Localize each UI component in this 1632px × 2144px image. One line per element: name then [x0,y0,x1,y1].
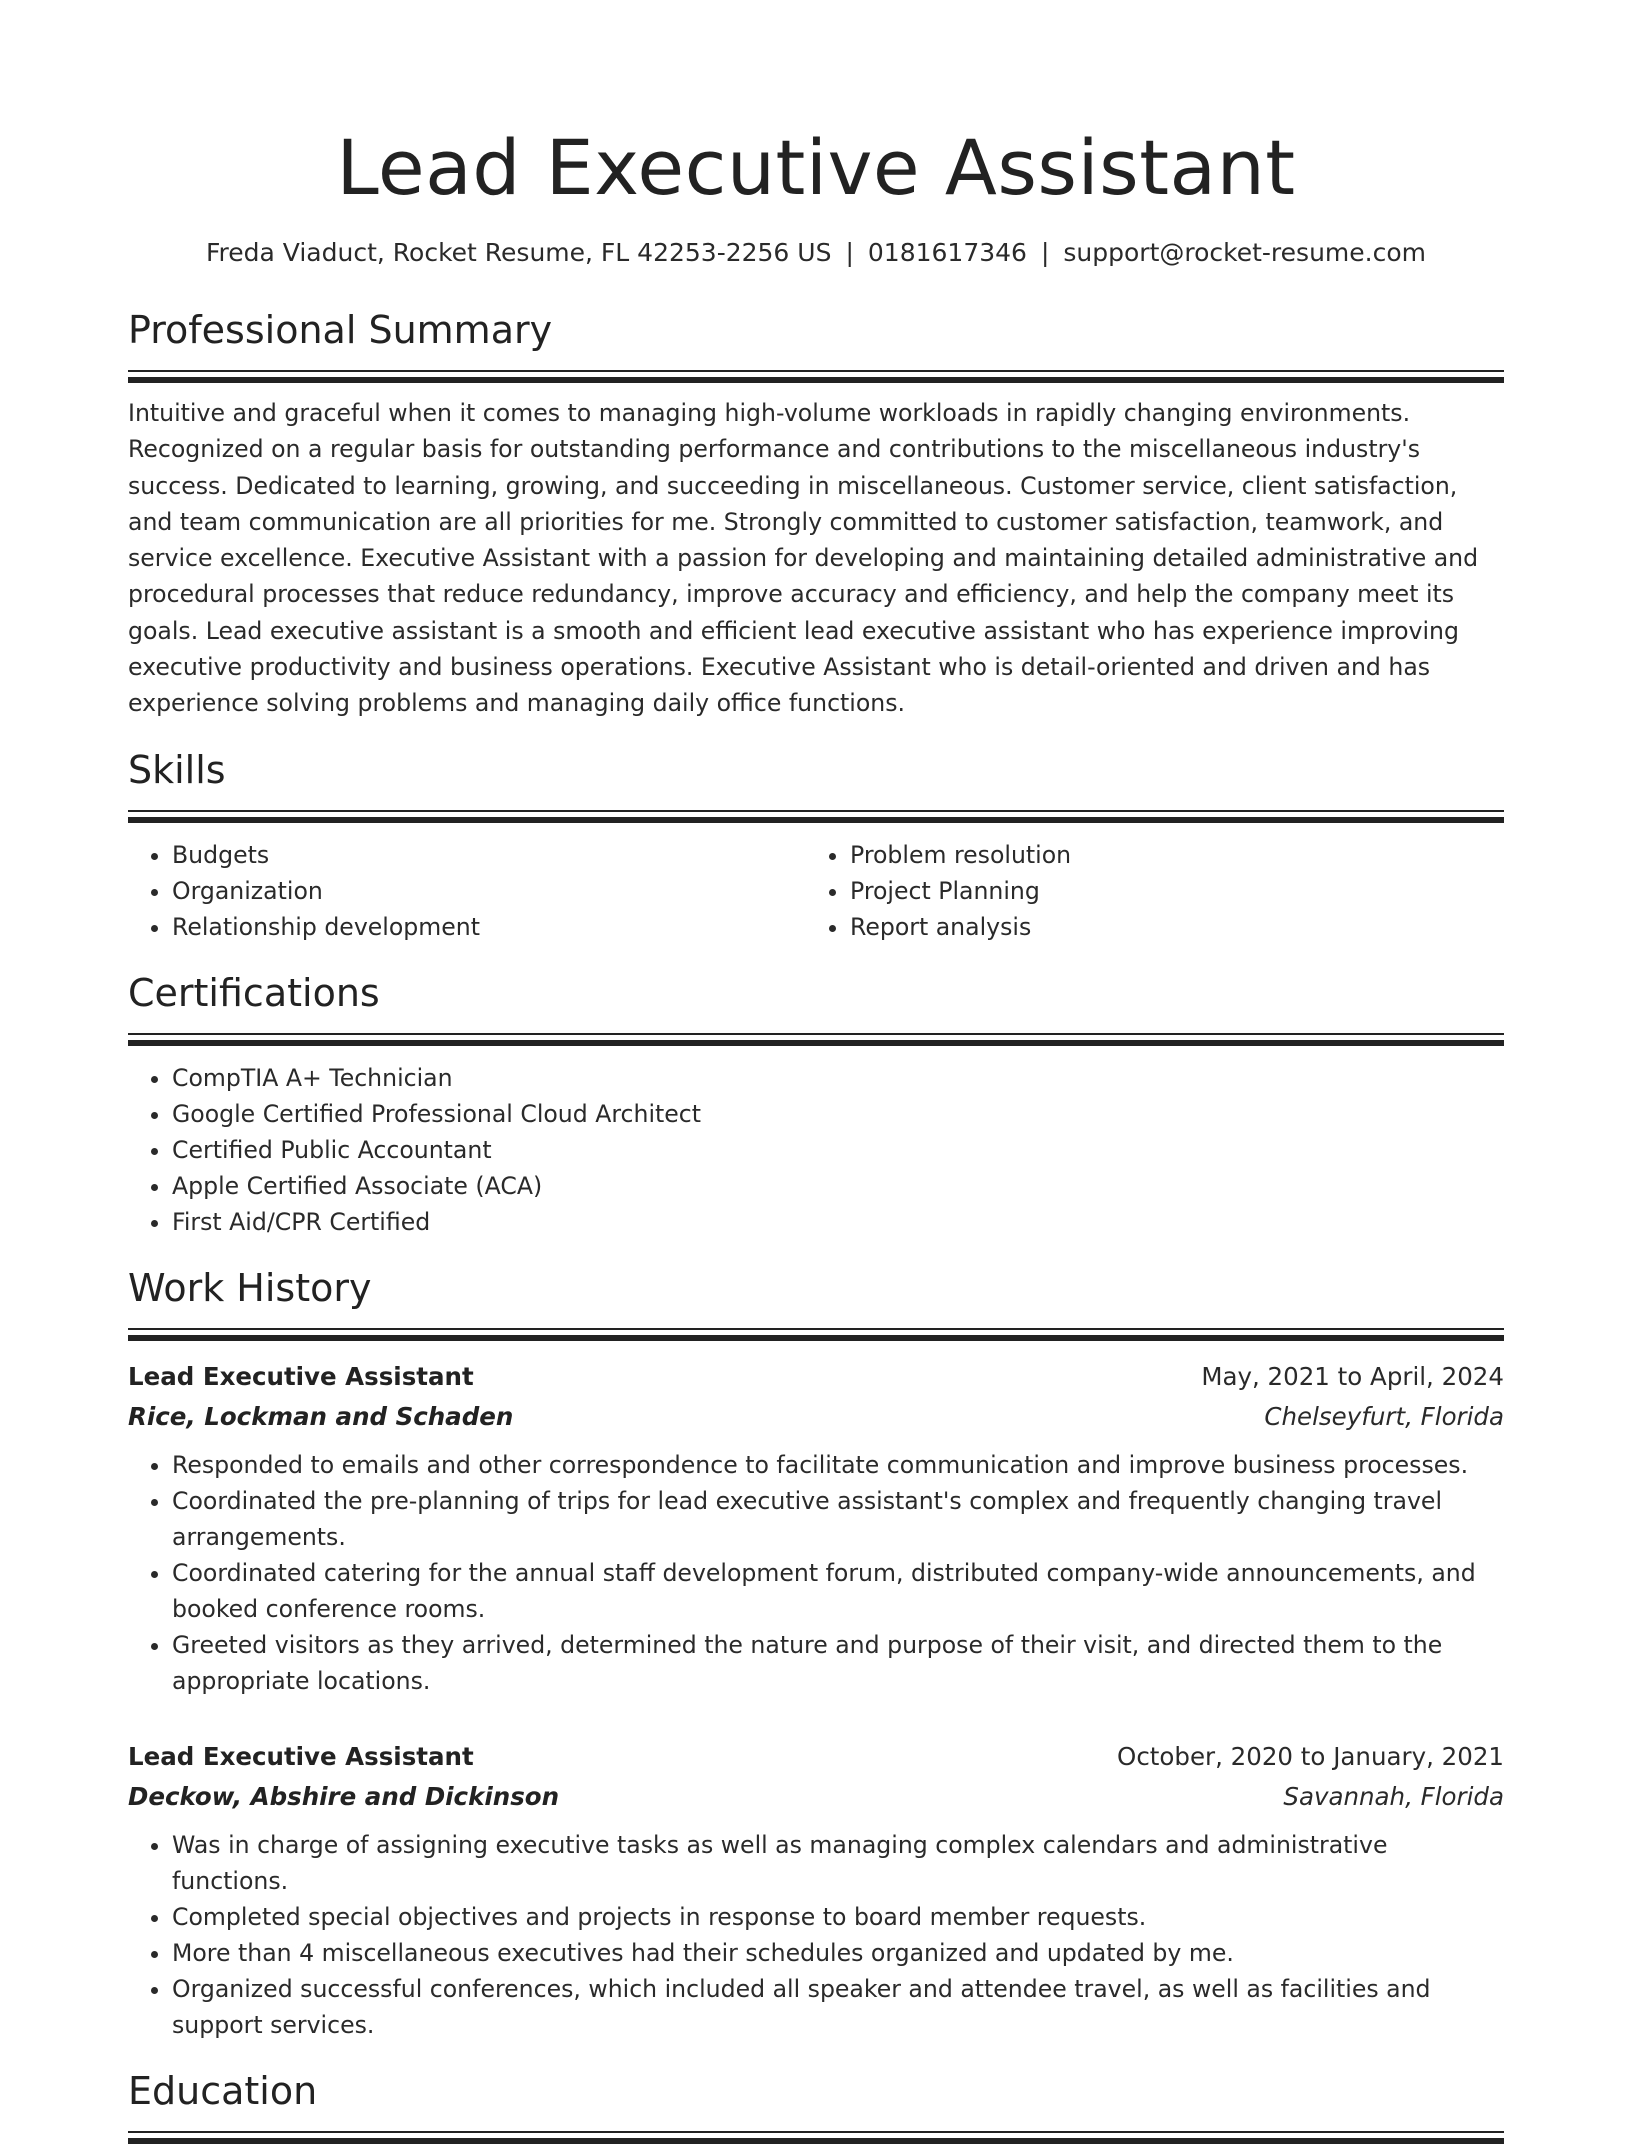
job-title: Lead Executive Assistant [128,1361,474,1391]
resume-page [128,0,1504,2144]
job-bullet: • Completed special objectives and projects in response to board member requests. [172,1899,1504,1935]
job-bullet: • More than 4 miscellaneous executives had their schedules organized and updated by me. [172,1935,1504,1971]
summary-text: Intuitive and graceful when it comes to managing high-volume workloads in rapidly changing environments. Recognized on a regular basis for outstanding performance and contributions to the miscellaneous industry's success. Dedicated to learning, growing, and succeeding in miscellaneous. Customer service, client satisfaction, and team communication are all priorities for me. Strongly committed to customer satisfaction, teamwork, and service excellence. Executive Assistant with a passion for developing and maintaining detailed administrative and procedural processes that reduce redundancy, improve accuracy and efficiency, and help the company meet its goals. Lead executive assistant is a smooth and efficient lead executive assistant who has experience improving executive productivity and business operations. Executive Assistant who is detail-oriented and driven and has experience solving problems and managing daily office functions. [128,399,1479,718]
work-history-heading: Work History [128,1265,372,1310]
skill-item: • Problem resolution [850,837,1484,873]
section-divider [128,2131,1504,2144]
skill-item: • Budgets [172,837,806,873]
contact-address: Freda Viaduct, Rocket Resume, FL 42253-2256 US [206,238,832,267]
certifications-heading: Certifications [128,970,380,1015]
job-entry [128,1737,1504,2043]
skill-item: • Organization [172,873,806,909]
job-company: Rice, Lockman and Schaden [128,1401,514,1431]
job-dates: May, 2021 to April, 2024 [1201,1361,1504,1391]
job-bullet: • Coordinated the pre-planning of trips for lead executive assistant's complex and frequently changing travel arrangements. [172,1483,1504,1555]
job-dates: October, 2020 to January, 2021 [1117,1741,1504,1771]
education-heading: Education [128,2068,318,2113]
certifications-section [128,967,1504,1240]
summary-section [128,304,1504,722]
skill-item: • Relationship development [172,909,806,945]
skills-grid [128,837,1504,945]
skill-item: • Report analysis [850,909,1484,945]
certification-item: • First Aid/CPR Certified [172,1204,1504,1240]
certification-item: • Apple Certified Associate (ACA) [172,1168,1504,1204]
skills-heading: Skills [128,747,226,792]
section-divider [128,1033,1504,1046]
job-bullet: • Coordinated catering for the annual staff development forum, distributed company-wide announcements, and booked conference rooms. [172,1555,1504,1627]
job-bullet: • Was in charge of assigning executive tasks as well as managing complex calendars and administrative functions. [172,1827,1504,1899]
contact-email[interactable]: support@rocket-resume.com [1063,238,1426,267]
skill-item: • Project Planning [850,873,1484,909]
job-bullets [128,1447,1504,1699]
contact-phone: 0181617346 [867,238,1027,267]
resume-title: Lead Executive Assistant [336,123,1296,212]
skills-column-left [128,837,806,945]
contact-separator: | [845,238,854,267]
summary-heading: Professional Summary [128,308,553,352]
job-company: Deckow, Abshire and Dickinson [128,1781,560,1811]
section-divider [128,810,1504,823]
job-bullet: • Responded to emails and other correspondence to facilitate communication and improve business processes. [172,1447,1504,1483]
certification-item: • Google Certified Professional Cloud Architect [172,1096,1504,1132]
certifications-list [128,1060,1504,1240]
contact-line [128,236,1504,270]
contact-separator: | [1040,238,1050,267]
education-section [128,2065,1504,2144]
work-history-section [128,1262,1504,2043]
certification-item: • CompTIA A+ Technician [172,1060,1504,1096]
job-title: Lead Executive Assistant [128,1741,474,1771]
section-divider [128,370,1504,383]
job-location: Savannah, Florida [1283,1781,1504,1811]
job-location: Chelseyfurt, Florida [1264,1401,1504,1431]
skills-section [128,744,1504,945]
skills-column-right [806,837,1484,945]
certification-item: • Certified Public Accountant [172,1132,1504,1168]
job-bullets [128,1827,1504,2043]
job-bullet: • Greeted visitors as they arrived, determined the nature and purpose of their visit, and directed them to the appropriate locations. [172,1627,1504,1699]
job-bullet: • Organized successful conferences, which included all speaker and attendee travel, as well as facilities and support services. [172,1971,1504,2043]
job-entry [128,1357,1504,1699]
section-divider [128,1328,1504,1341]
